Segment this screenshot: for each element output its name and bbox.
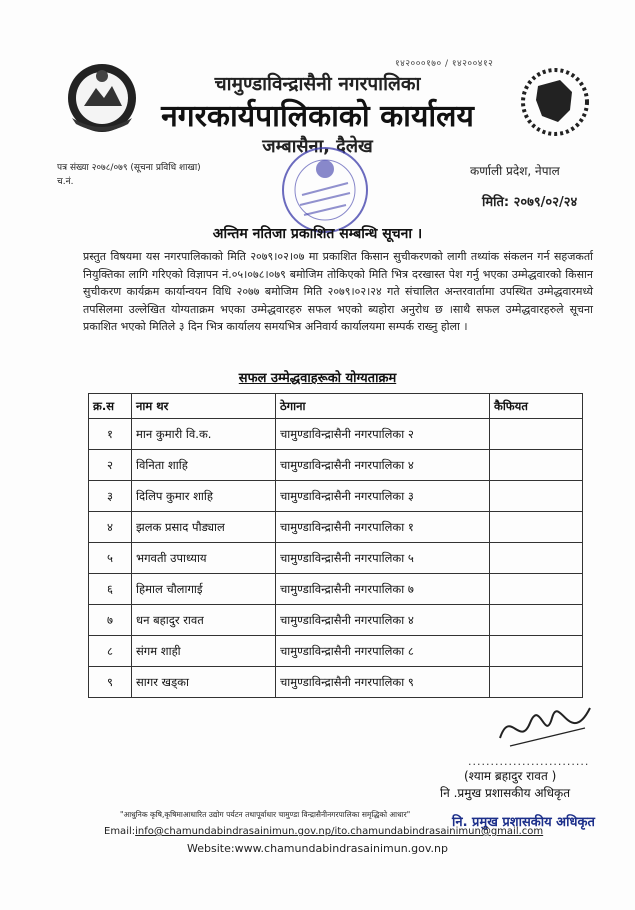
letter-number: पत्र संख्या २०७८/०७९ (सूचना प्रविधि शाखा) <box>57 163 201 173</box>
table-header-row <box>89 394 583 419</box>
table-row <box>89 574 583 605</box>
cell-name: भगवती उपाध्याय <box>132 543 276 574</box>
cell-name: मान कुमारी वि.क. <box>132 419 276 450</box>
footer-email <box>104 826 543 837</box>
cell-address: चामुण्डाविन्द्रासैनी नगरपालिका १ <box>276 512 490 543</box>
cell-address: चामुण्डाविन्द्रासैनी नगरपालिका ४ <box>276 605 490 636</box>
cell-sn: ९ <box>89 667 132 698</box>
cell-remarks <box>490 512 583 543</box>
table-row <box>89 512 583 543</box>
footer-website[interactable]: Website:www.chamundabindrasainimun.gov.np <box>187 842 448 855</box>
column-header-remarks: कैफियत <box>490 394 583 419</box>
table-row <box>89 636 583 667</box>
table-row <box>89 543 583 574</box>
letter-date: मिति: २०७९/०२/२४ <box>482 195 578 210</box>
column-header-name: नाम थर <box>132 394 276 419</box>
cell-sn: ७ <box>89 605 132 636</box>
cell-name: दिलिप कुमार शाहि <box>132 481 276 512</box>
cell-remarks <box>490 481 583 512</box>
cell-name: हिमाल चौलागाई <box>132 574 276 605</box>
table-row <box>89 419 583 450</box>
cell-name: झलक प्रसाद पौड्याल <box>132 512 276 543</box>
cell-name: धन बहादुर रावत <box>132 605 276 636</box>
table-row <box>89 450 583 481</box>
cell-address: चामुण्डाविन्द्रासैनी नगरपालिका ४ <box>276 450 490 481</box>
cell-address: चामुण्डाविन्द्रासैनी नगरपालिका ८ <box>276 636 490 667</box>
signature-icon <box>490 698 600 758</box>
cell-remarks <box>490 543 583 574</box>
cell-address: चामुण्डाविन्द्रासैनी नगरपालिका ७ <box>276 574 490 605</box>
cell-address: चामुण्डाविन्द्रासैनी नगरपालिका ९ <box>276 667 490 698</box>
municipality-name: चामुण्डाविन्द्रासैनी नगरपालिका <box>214 73 421 95</box>
cell-remarks <box>490 450 583 481</box>
cell-sn: ६ <box>89 574 132 605</box>
footer-slogan: "आधुनिक कृषि,कृषिमाआधारित उद्योग पर्यटन तथापूर्वाधार चामुण्डा विन्द्रासैनीनगरपालिका समृद्धिको आधार" <box>120 810 411 819</box>
cell-sn: १ <box>89 419 132 450</box>
email-link[interactable]: info@chamundabindrasainimun.gov.np/ito.chamundabindrasainimun@gmail.com <box>135 826 544 837</box>
cell-remarks <box>490 419 583 450</box>
cell-address: चामुण्डाविन्द्रासैनी नगरपालिका ३ <box>276 481 490 512</box>
cell-address: चामुण्डाविन्द्रासैनी नगरपालिका २ <box>276 419 490 450</box>
column-header-sn: क्र.स <box>89 394 132 419</box>
cell-name: संगम शाही <box>132 636 276 667</box>
signature-line: ........................... <box>468 755 590 768</box>
cell-sn: ५ <box>89 543 132 574</box>
reference-number: च.नं. <box>57 177 74 187</box>
cell-sn: ४ <box>89 512 132 543</box>
cell-name: सागर खड्का <box>132 667 276 698</box>
cell-remarks <box>490 605 583 636</box>
cell-name: विनिता शाहि <box>132 450 276 481</box>
table-title: सफल उम्मेद्धवाहरूको योग्यताक्रम <box>238 371 397 386</box>
cell-address: चामुण्डाविन्द्रासैनी नगरपालिका ५ <box>276 543 490 574</box>
cell-remarks <box>490 636 583 667</box>
successful-candidates-table <box>88 393 583 698</box>
cell-sn: २ <box>89 450 132 481</box>
email-label: Email: <box>104 826 136 837</box>
footer-seal-text: नि. प्रमुख प्रशासकीय अधिकृत <box>452 815 595 830</box>
cell-sn: ८ <box>89 636 132 667</box>
province-name: कर्णाली प्रदेश, नेपाल <box>470 164 560 178</box>
office-title: नगरकार्यपालिकाको कार्यालय <box>161 99 474 134</box>
cell-remarks <box>490 574 583 605</box>
column-header-address: ठेगाना <box>276 394 490 419</box>
table-row <box>89 481 583 512</box>
table-row <box>89 605 583 636</box>
signer-name: (श्याम ब्रहादुर रावत ) <box>464 769 557 783</box>
district-address: जम्बासैना, दैलेख <box>262 136 373 157</box>
cell-sn: ३ <box>89 481 132 512</box>
notice-body: प्रस्तुत विषयमा यस नगरपालिकाको मिति २०७९।०२।०७ मा प्रकाशित किसान सुचीकरणको लागी तथ्यांक संकलन गर्न सहजकर्ता नियुक्तिका लागि गरिएको विज्ञापन नं.०५।०७८।०७९ बमोजिम तोकिएको मिति भित्र दरखास्त पेश गर्नु भएका उम्मेद्धवारको किसान सुचीकरण कार्यक्रम कार्यान्वयन विधि २०७७ बमोजिम मिति २०७९।०२।२४ गते संचालित अन्तरवार्तामा उपस्थित उम्मेद्धवारमध्ये तपसिलमा उल्लेखित योग्यताक्रम भएका उम्मेद्धवारहरु सफल भएको ब्यहोरा अनुरोध छ ।साथै सफल उम्मेद्धवारहरुले सूचना प्रकाशित भएको मितिले ३ दिन भित्र कार्यालय समयभित्र अनिवार्य कार्यालयमा सम्पर्क राख्नु होला । <box>83 250 593 333</box>
signer-title: नि .प्रमुख प्रशासकीय अधिकृत <box>440 786 571 800</box>
office-phone-number: १४२०००१७० / १४२००४१२ <box>395 59 494 69</box>
cell-remarks <box>490 667 583 698</box>
table-row <box>89 667 583 698</box>
notice-title: अन्तिम नतिजा प्रकाशित सम्बन्धि सूचना । <box>212 226 423 242</box>
